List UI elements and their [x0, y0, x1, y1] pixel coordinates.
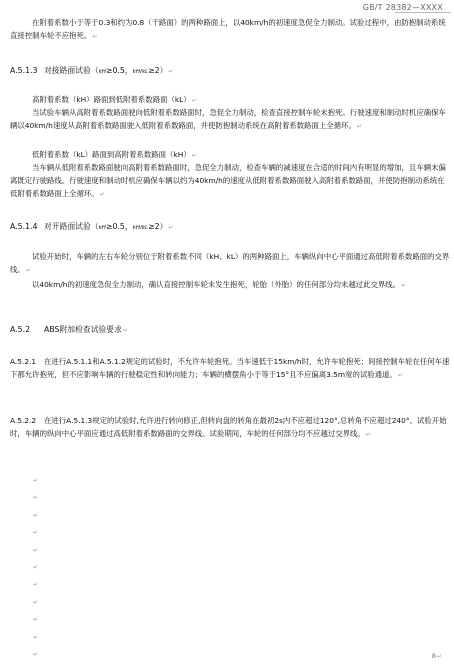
paragraph-a521-text: 在进行A.5.1.1和A.5.1.2规定的试验时，不允许车轮抱死。当车速低于15km/h时，允许车轮抱死；间接控制车轮在任何车速下都允许抱死，但不应影响车辆的行驶稳定性和转向能力；车辆的横摆角小于等于15°且不应偏离3.5m宽的试验通道。 [10, 357, 450, 379]
empty-mark: ↵ [33, 650, 39, 658]
paragraph-a521-number: A.5.2.1 [10, 357, 37, 366]
heading-a513: A.5.1.3 对接路面试验（kH≥0.5，kH/kL≥2）↵ [10, 66, 174, 75]
heading-a514-k2: kH [132, 225, 140, 231]
page-number: 8↵ [431, 652, 442, 660]
heading-a514-k1: kH [98, 225, 106, 231]
paragraph-1: 在附着系数小于等于0.3和约为0.8（干路面）的两种路面上，以40km/h的初速度急促全力制动。试验过程中，由防抱制动系统直接控制车轮不应抱死。↵ [10, 18, 446, 40]
empty-mark: ↵ [33, 616, 39, 624]
paragraph-a522-number: A.5.2.2 [10, 416, 37, 425]
paragraph-2-text: 高附着系数（kH）路面到低附着系数路面（kL） [32, 95, 191, 104]
heading-a513-mid: ≥0.5， [105, 66, 133, 75]
paragraph-2: 高附着系数（kH）路面到低附着系数路面（kL）↵ [32, 95, 197, 104]
paragraph-6: 试验开始时，车辆的左右车轮分别位于附着系数不同（kH、kL）的两种路面上，车辆纵向中心平面通过高低附着系数路面的交界线。↵ [10, 252, 450, 274]
paragraph-4-text: 低附着系数（kL）路面到高附着系数路面（kH） [32, 150, 191, 159]
heading-a514-mid: ≥0.5， [105, 222, 133, 231]
paragraph-7: 以40km/h的初速度急促全力制动，确认直接控制车轮未发生抱死，轮胎（外胎）的任何部分均未越过此交界线。↵ [32, 280, 407, 289]
heading-a52-number: A.5.2 [10, 325, 31, 334]
paragraph-7-text: 以40km/h的初速度急促全力制动，确认直接控制车轮未发生抱死，轮胎（外胎）的任何部分均未越过此交界线。 [32, 280, 401, 289]
paragraph-a521: A.5.2.1 在进行A.5.1.1和A.5.1.2规定的试验时，不允许车轮抱死。当车速低于15km/h时，允许车轮抱死；间接控制车轮在任何车速下都允许抱死，但不应影响车辆的行驶稳定性和转向能力；车辆的横摆角小于等于15°且不应偏离3.5m宽的试验通道。↵ [10, 357, 450, 379]
heading-a52-title: ABS附加检查试验要求 [44, 325, 122, 334]
paragraph-4: 低附着系数（kL）路面到高附着系数路面（kH）↵ [32, 150, 197, 159]
heading-a513-k2: kH [132, 69, 140, 75]
empty-mark: ↵ [33, 581, 39, 589]
heading-a513-title: 对接路面试验（ [44, 66, 99, 75]
empty-mark: ↵ [33, 477, 39, 484]
heading-a514-frac: /kL [139, 225, 149, 231]
empty-mark: ↵ [33, 494, 39, 502]
paragraph-a522-text: 在进行A.5.1.3规定的试验时,允许进行转向修正,但转向盘的转角在最初2s内不应超过120°,总转角不应超过240°。试验开始时，车辆的纵向中心平面应通过高低附着系数路面的交界线。试验期间，车轮的任何部分均不应越过交界线。 [10, 416, 447, 438]
paragraph-6-text: 试验开始时，车辆的左右车轮分别位于附着系数不同（kH、kL）的两种路面上，车辆纵向中心平面通过高低附着系数路面的交界线。 [10, 252, 450, 274]
empty-mark: ↵ [33, 529, 39, 537]
heading-a513-number: A.5.1.3 [10, 66, 38, 75]
heading-a514-tail: ≥2） [148, 222, 168, 231]
page-number-text: 8 [431, 652, 436, 660]
heading-a513-frac: /kL [139, 69, 149, 75]
paragraph-5: 当车辆从低附着系数路面驶向高附着系数路面时，急促全力制动，检查车辆的减速度在合适的时间内有明显的增加，且车辆未偏离既定行驶路线。行驶速度和制动时机应确保车辆以约为40km/h的速度从低附着系数路面驶入高附着系数路面，并使防抱制动系统在低附着系数路面上全循环。↵ [10, 163, 446, 198]
heading-a513-tail: ≥2） [148, 66, 168, 75]
header-divider [395, 12, 451, 13]
paragraph-1-text: 在附着系数小于等于0.3和约为0.8（干路面）的两种路面上，以40km/h的初速度急促全力制动。试验过程中，由防抱制动系统直接控制车轮不应抱死。 [10, 18, 446, 40]
paragraph-5-text: 当车辆从低附着系数路面驶向高附着系数路面时，急促全力制动，检查车辆的减速度在合适的时间内有明显的增加，且车辆未偏离既定行驶路线。行驶速度和制动时机应确保车辆以约为40km/h的速度从低附着系数路面驶入高附着系数路面，并使防抱制动系统在低附着系数路面上全循环。 [10, 163, 446, 198]
standard-code-header: GB/T 28382—XXXX. [362, 3, 446, 12]
empty-mark: ↵ [33, 563, 39, 571]
empty-mark: ↵ [33, 511, 39, 519]
heading-a514: A.5.1.4 对开路面试验（kH≥0.5，kH/kL≥2）↵ [10, 222, 174, 231]
heading-a514-title: 对开路面试验（ [44, 222, 99, 231]
empty-mark: ↵ [33, 633, 39, 641]
empty-mark: ↵ [33, 546, 39, 554]
standard-code-text: GB/T 28382—XXXX [362, 3, 443, 12]
empty-paragraph-marks [33, 472, 38, 663]
heading-a52: A.5.2 ABS附加检查试验要求↵ [10, 325, 128, 334]
empty-mark: ↵ [33, 598, 39, 606]
heading-a514-number: A.5.1.4 [10, 222, 38, 231]
heading-a513-k1: kH [98, 69, 106, 75]
paragraph-a522: A.5.2.2 在进行A.5.1.3规定的试验时,允许进行转向修正,但转向盘的转角在最初2s内不应超过120°,总转角不应超过240°。试验开始时，车辆的纵向中心平面应通过高低附着系数路面的交界线。试验期间，车轮的任何部分均不应越过交界线。↵ [10, 416, 447, 438]
paragraph-3: 当试验车辆从高附着系数路面驶向低附着系数路面时，急促全力制动，检查直接控制车轮未抱死。行驶速度和制动时机应确保车辆以40km/h速度从高附着系数路面驶入低附着系数路面，并使防抱制动系统在高附着系数路面上全循环。↵ [10, 108, 446, 130]
paragraph-3-text: 当试验车辆从高附着系数路面驶向低附着系数路面时，急促全力制动，检查直接控制车轮未抱死。行驶速度和制动时机应确保车辆以40km/h速度从高附着系数路面驶入低附着系数路面，并使防抱制动系统在高附着系数路面上全循环。 [10, 108, 446, 130]
